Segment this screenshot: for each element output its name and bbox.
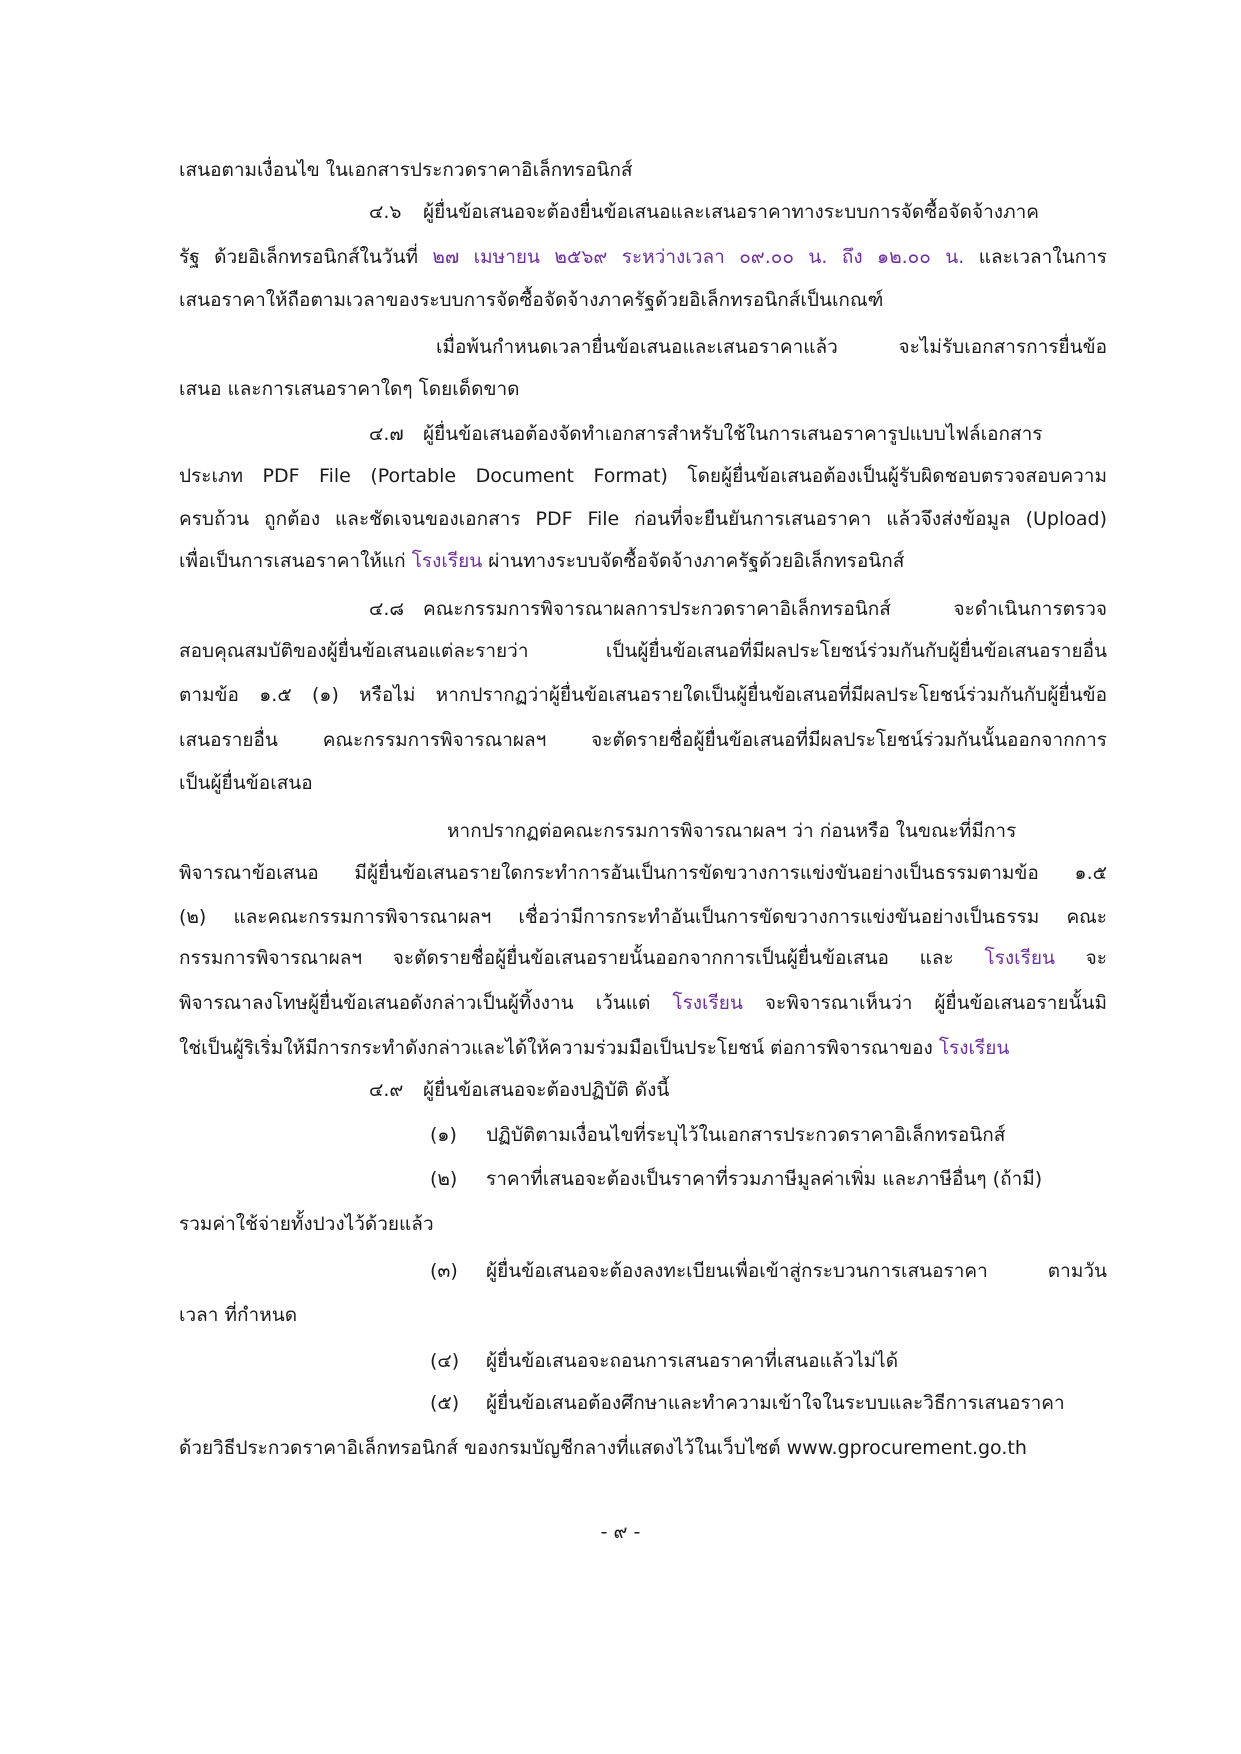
text-line [486,1346,898,1376]
text-line [179,943,1107,973]
text-segment: ผู้ยื่นข้อเสนอจะต้องยื่นข้อเสนอและเสนอราคาทางระบบการจัดซื้อจัดจ้างภาค [423,201,1039,223]
text-segment: ผู้ยื่นข้อเสนอต้องศึกษาและทำความเข้าใจในระบบและวิธีการเสนอราคา [486,1392,1065,1414]
clause-number: (๑) [430,1124,457,1146]
text-segment: ประเภท PDF File (Portable Document Format) โดยผู้ยื่นข้อเสนอต้องเป็นผู้รับผิดชอบตรวจสอบความ [179,465,1107,487]
text-line [486,1388,1107,1418]
text-line [179,858,1107,888]
text-segment: เวลา ที่กำหนด [179,1304,298,1326]
text-segment: รัฐ ด้วยอิเล็กทรอนิกส์ในวันที่ [179,246,433,268]
text-line [423,1075,669,1105]
text-line [179,461,1107,491]
text-line [179,1033,1009,1063]
text-segment: จะ [1054,947,1107,969]
text-segment: (๒) และคณะกรรมการพิจารณาผลฯ เชื่อว่ามีการกระทำอันเป็นการขัดขวางการแข่งขันอย่างเป็นธรรม คณะ [179,906,1107,928]
clause-number: (๒) [430,1168,458,1190]
text-segment: และเวลาในการ [964,246,1107,268]
text-line [179,546,904,576]
clause-number: (๕) [430,1392,460,1414]
highlighted-text: โรงเรียน [938,1037,1010,1059]
text-line [436,332,1107,362]
text-line [179,374,519,404]
clause-number: ๔.๖ [369,201,402,223]
text-line [179,242,1107,272]
highlighted-text: โรงเรียน [672,992,743,1014]
text-line [447,816,1016,846]
text-segment: ปฏิบัติตามเงื่อนไขที่ระบุไว้ในเอกสารประกวดราคาอิเล็กทรอนิกส์ [486,1124,1006,1146]
text-segment: พิจารณาข้อเสนอ มีผู้ยื่นข้อเสนอรายใดกระทำการอันเป็นการขัดขวางการแข่งขันอย่างเป็นธรรมตามข้อ ๑.๕ [179,862,1107,884]
clause-number: (๓) [430,1260,458,1282]
text-line [179,636,1107,666]
text-segment: รวมค่าใช้จ่ายทั้งปวงไว้ด้วยแล้ว [179,1213,434,1235]
highlighted-text: โรงเรียน [411,550,483,572]
text-line [179,680,1107,710]
text-segment: เสนอตามเงื่อนไข ในเอกสารประกวดราคาอิเล็กทรอนิกส์ [179,159,633,181]
text-line [179,1209,434,1239]
text-segment: พิจารณาลงโทษผู้ยื่นข้อเสนอดังกล่าวเป็นผู้ทิ้งงาน เว้นแต่ [179,992,673,1014]
text-segment: จะพิจารณาเห็นว่า ผู้ยื่นข้อเสนอรายนั้นมิ [742,992,1107,1014]
text-line [179,504,1107,534]
clause-number: ๔.๘ [369,598,405,620]
text-line [423,594,1107,624]
clause-number: (๔) [430,1350,460,1372]
text-line [179,902,1107,932]
text-segment: ผู้ยื่นข้อเสนอต้องจัดทำเอกสารสำหรับใช้ในการเสนอราคารูปแบบไฟล์เอกสาร [423,423,1043,445]
text-line [179,768,313,798]
text-segment: เสนอ และการเสนอราคาใดๆ โดยเด็ดขาด [179,378,520,400]
text-segment: สอบคุณสมบัติของผู้ยื่นข้อเสนอแต่ละรายว่า เป็นผู้ยื่นข้อเสนอที่มีผลประโยชน์ร่วมกันกับผู้ยื่นข้อเสนอรายอื่น [179,640,1107,662]
clause-number: ๔.๗ [369,423,404,445]
text-segment: ผ่านทางระบบจัดซื้อจัดจ้างภาครัฐด้วยอิเล็กทรอนิกส์ [482,550,905,572]
highlighted-text: ๒๗ เมษายน ๒๕๖๙ ระหว่างเวลา ๐๙.๐๐ น. ถึง ๑๒.๐๐ น. [432,246,965,268]
clause-number: ๔.๙ [369,1079,404,1101]
text-segment: หากปรากฏต่อคณะกรรมการพิจารณาผลฯ ว่า ก่อนหรือ ในขณะที่มีการ [447,820,1017,842]
text-segment: ผู้ยื่นข้อเสนอจะต้องปฏิบัติ ดังนี้ [423,1079,670,1101]
text-line [179,285,883,315]
text-segment: ใช่เป็นผู้ริเริ่มให้มีการกระทำดังกล่าวและได้ให้ความร่วมมือเป็นประโยชน์ ต่อการพิจารณาของ [179,1037,939,1059]
text-segment: เสนอราคาให้ถือตามเวลาของระบบการจัดซื้อจัดจ้างภาครัฐด้วยอิเล็กทรอนิกส์เป็นเกณฑ์ [179,289,884,311]
text-segment: ตามข้อ ๑.๕ (๑) หรือไม่ หากปรากฏว่าผู้ยื่นข้อเสนอรายใดเป็นผู้ยื่นข้อเสนอที่มีผลประโยชน์ร่วมกันกับผู้ยื่นข้อ [179,684,1107,706]
text-segment: เพื่อเป็นการเสนอราคาให้แก่ [179,550,412,572]
text-line [423,419,1107,449]
text-line [179,1433,1027,1463]
text-segment: เสนอรายอื่น คณะกรรมการพิจารณาผลฯ จะตัดรายชื่อผู้ยื่นข้อเสนอที่มีผลประโยชน์ร่วมกันนั้นออกจากการ [179,729,1107,751]
text-segment: เป็นผู้ยื่นข้อเสนอ [179,772,313,794]
text-segment: ครบถ้วน ถูกต้อง และชัดเจนของเอกสาร PDF File ก่อนที่จะยืนยันการเสนอราคา แล้วจึงส่งข้อมูล (Upload) [179,508,1107,530]
text-segment: ผู้ยื่นข้อเสนอจะต้องลงทะเบียนเพื่อเข้าสู่กระบวนการเสนอราคา ตามวัน [486,1260,1107,1282]
text-line [486,1164,1042,1194]
page-number: - ๙ - [600,1521,641,1543]
text-line [179,155,632,185]
text-segment: คณะกรรมการพิจารณาผลการประกวดราคาอิเล็กทรอนิกส์ จะดำเนินการตรวจ [423,598,1107,620]
text-segment: ราคาที่เสนอจะต้องเป็นราคาที่รวมภาษีมูลค่าเพิ่ม และภาษีอื่นๆ (ถ้ามี) [486,1168,1043,1190]
text-line [179,725,1107,755]
text-line [179,1300,297,1330]
text-segment: ด้วยวิธีประกวดราคาอิเล็กทรอนิกส์ ของกรมบัญชีกลางที่แสดงไว้ในเว็บไซต์ www.gprocurement.go.th [179,1437,1027,1459]
text-line [486,1120,1005,1150]
text-segment: กรรมการพิจารณาผลฯ จะตัดรายชื่อผู้ยื่นข้อเสนอรายนั้นออกจากการเป็นผู้ยื่นข้อเสนอ และ [179,947,985,969]
text-segment: ผู้ยื่นข้อเสนอจะถอนการเสนอราคาที่เสนอแล้วไม่ได้ [486,1350,899,1372]
highlighted-text: โรงเรียน [984,947,1055,969]
text-line [486,1256,1107,1286]
text-segment: เมื่อพ้นกำหนดเวลายื่นข้อเสนอและเสนอราคาแล้ว จะไม่รับเอกสารการยื่นข้อ [436,336,1107,358]
text-line [423,197,1107,227]
text-line [179,988,1107,1018]
